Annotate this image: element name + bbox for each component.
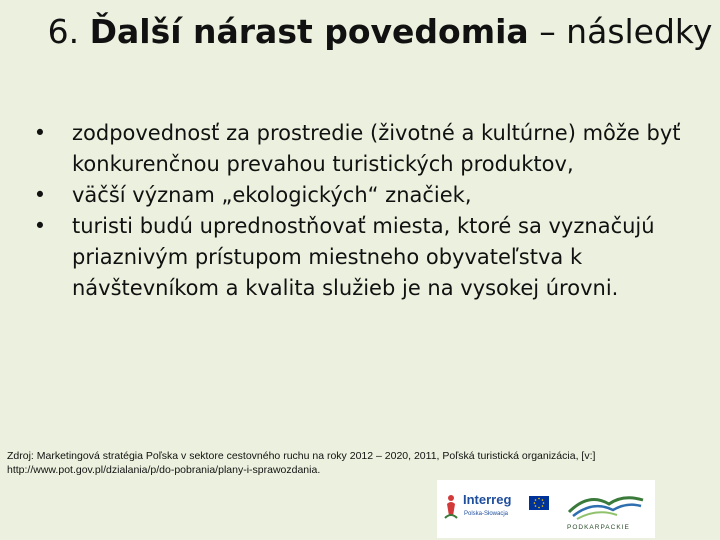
bullet-dot: • <box>33 214 47 238</box>
slide-title <box>40 12 720 52</box>
source-url: http://www.pot.gov.pl/dzialania/p/do-pobrania/plany-i-sprawozdania. <box>7 464 321 476</box>
bullet-list <box>20 118 710 304</box>
title-bold: Ďalší nárast povedomia <box>89 12 529 51</box>
bullet-text: zodpovednosť za prostredie (životné a kultúrne) môže byť konkurenčnou prevahou turistických produktov, <box>72 121 681 176</box>
bullet-dot: • <box>33 121 47 145</box>
bullet-dot: • <box>33 183 47 207</box>
title-number: 6. <box>47 12 80 51</box>
bullet-text: turisti budú uprednostňovať miesta, ktoré sa vyznačujú priaznivým prístupom miestneho obyvateľstva k návštevníkom a kvalita služieb je na vysokej úrovni. <box>72 214 655 300</box>
mountain-light-icon <box>577 512 617 519</box>
bullet-text: väčší význam „ekologických“ značiek, <box>72 183 472 207</box>
podkarpackie-name: PODKARPACKIE <box>567 524 630 531</box>
bullet-item <box>20 180 710 211</box>
podkarpackie-logo <box>563 486 649 532</box>
interreg-sub: Polska-Słowacja <box>464 511 509 517</box>
bullet-item <box>20 211 710 304</box>
figure-arc-icon <box>445 515 457 518</box>
figure-body-icon <box>447 502 455 516</box>
bullet-item <box>20 118 710 180</box>
mountain-blue-icon <box>573 505 641 516</box>
interreg-name: Interreg <box>463 492 512 507</box>
title-rest: – následky <box>539 12 713 51</box>
figure-head-icon <box>448 495 454 501</box>
source-line: Zdroj: Marketingová stratégia Poľska v sektore cestovného ruchu na roky 2012 – 2020, 2011, Poľská turistická organizácia, [v:] <box>7 450 596 462</box>
logo-strip <box>437 480 655 538</box>
interreg-logo <box>443 488 553 530</box>
source-note <box>7 449 713 477</box>
